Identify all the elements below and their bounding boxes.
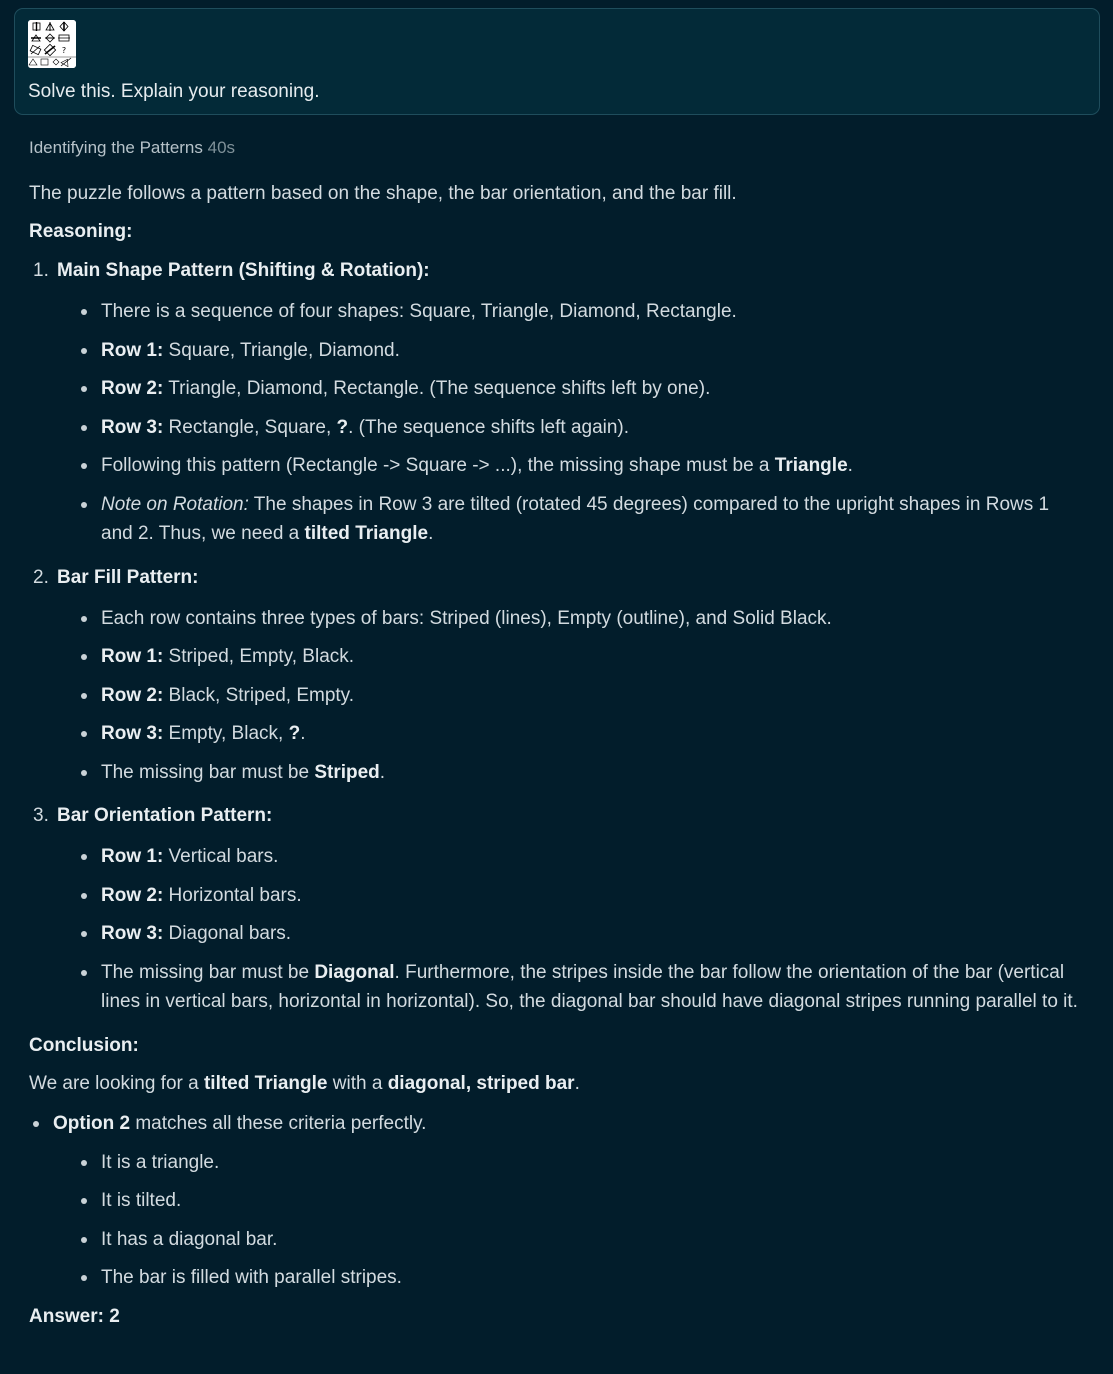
list-item: It has a diagonal bar. — [101, 1225, 1089, 1255]
section-number: 2. — [33, 566, 49, 588]
list-item: The missing bar must be Diagonal. Furthermore, the stripes inside the bar follow the orientation of the bar (vertical lines in vertical bars, horizontal in horizontal). So, the diagonal bar should have diagonal stripes running parallel to it. — [101, 958, 1089, 1017]
puzzle-image-thumbnail[interactable] — [28, 20, 76, 68]
list-item: Following this pattern (Rectangle -> Square -> ...), the missing shape must be a Triangle. — [101, 451, 1089, 481]
list-item: Note on Rotation: The shapes in Row 3 are tilted (rotated 45 degrees) compared to the upright shapes in Rows 1 and 2. Thus, we need a tilted Triangle. — [101, 490, 1089, 549]
list-item: It is a triangle. — [101, 1148, 1089, 1178]
section-title: Bar Orientation Pattern: — [57, 805, 273, 826]
list-item: Option 2 matches all these criteria perfectly. It is a triangle. It is tilted. It has a diagonal bar. The bar is filled with parallel stripes. — [53, 1109, 1089, 1293]
section-shape-pattern — [29, 256, 1089, 549]
list-item: The missing bar must be Striped. — [101, 758, 1089, 788]
svg-text:?: ? — [61, 46, 67, 55]
assistant-response — [29, 136, 1089, 1331]
puzzle-thumbnail-icon — [28, 20, 76, 68]
section-bar-fill — [29, 563, 1089, 788]
conclusion-paragraph: We are looking for a tilted Triangle with a diagonal, striped bar. — [29, 1072, 580, 1094]
user-message-text: Solve this. Explain your reasoning. — [28, 81, 320, 102]
list-item: Row 1: Vertical bars. — [101, 842, 1089, 872]
section-number: 3. — [33, 805, 49, 826]
option-list — [29, 1109, 1089, 1293]
list-item: Row 2: Triangle, Diamond, Rectangle. (The sequence shifts left by one). — [101, 374, 1089, 404]
list-item: It is tilted. — [101, 1186, 1089, 1216]
option-label: Option 2 — [53, 1112, 131, 1134]
thought-summary-toggle[interactable] — [29, 136, 1089, 160]
list-item: Row 1: Striped, Empty, Black. — [101, 642, 1089, 672]
list-item: Row 1: Square, Triangle, Diamond. — [101, 336, 1089, 366]
thought-duration: 40s — [207, 138, 236, 157]
conclusion-heading: Conclusion: — [29, 1034, 139, 1056]
list-item: Row 3: Diagonal bars. — [101, 919, 1089, 949]
reasoning-list — [29, 256, 1089, 1017]
thought-label: Identifying the Patterns — [29, 138, 203, 157]
section-bar-orientation — [29, 801, 1089, 1017]
list-item: Row 2: Black, Striped, Empty. — [101, 681, 1089, 711]
section-title: Bar Fill Pattern: — [57, 566, 199, 588]
list-item: Row 3: Rectangle, Square, ?. (The sequence shifts left again). — [101, 413, 1089, 443]
intro-paragraph: The puzzle follows a pattern based on the shape, the bar orientation, and the bar fill. — [29, 183, 737, 204]
list-item: The bar is filled with parallel stripes. — [101, 1263, 1089, 1293]
list-item: Row 3: Empty, Black, ?. — [101, 719, 1089, 749]
section-number: 1. — [33, 260, 49, 281]
list-item: There is a sequence of four shapes: Square, Triangle, Diamond, Rectangle. — [101, 297, 1089, 327]
user-message-bubble — [14, 8, 1100, 115]
reasoning-heading: Reasoning: — [29, 221, 133, 242]
list-item: Each row contains three types of bars: Striped (lines), Empty (outline), and Solid Black. — [101, 604, 1089, 634]
final-answer: Answer: 2 — [29, 1305, 120, 1327]
list-item: Row 2: Horizontal bars. — [101, 881, 1089, 911]
section-title: Main Shape Pattern (Shifting & Rotation): — [57, 260, 430, 281]
